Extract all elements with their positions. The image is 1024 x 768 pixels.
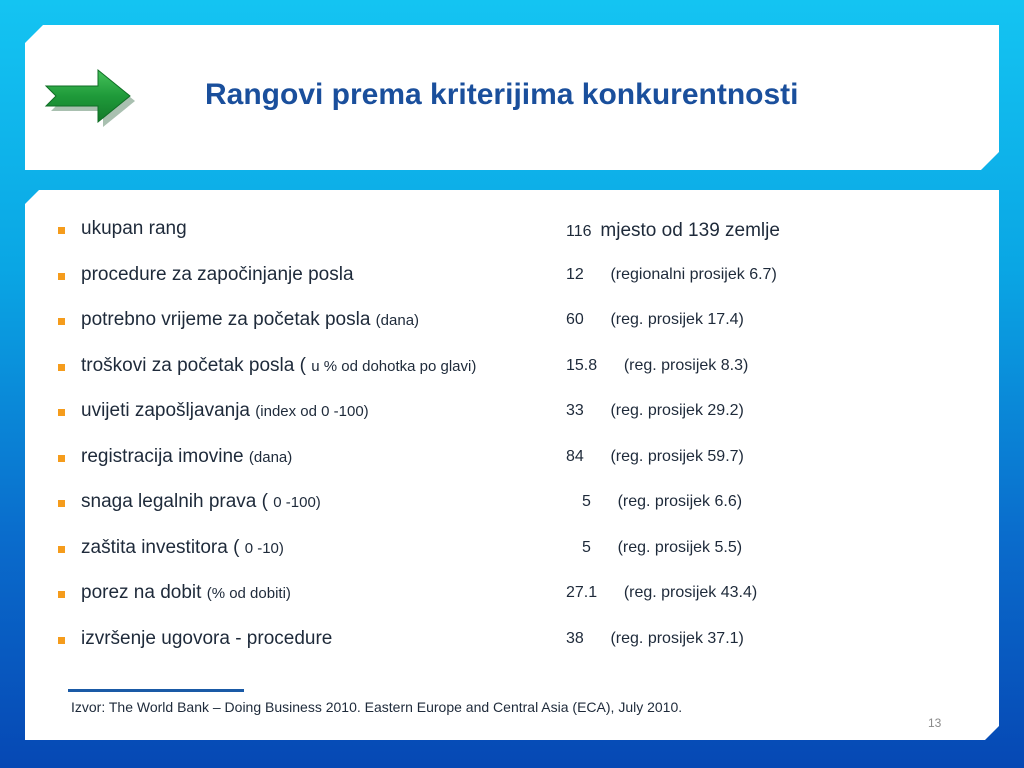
bullet-icon bbox=[58, 455, 65, 462]
row-rank: 116 bbox=[566, 223, 592, 240]
list-item bbox=[0, 400, 1024, 430]
row-rank: 12 bbox=[566, 265, 584, 283]
row-label bbox=[81, 537, 284, 559]
row-value bbox=[566, 220, 780, 242]
row-label-main: registracija imovine bbox=[81, 445, 244, 467]
list-item bbox=[0, 218, 1024, 248]
row-label-unit: (dana) bbox=[375, 312, 420, 329]
bullet-icon bbox=[58, 364, 65, 371]
row-rank: 15.8 bbox=[566, 356, 598, 374]
row-regional-note: (reg. prosijek 17.4) bbox=[610, 311, 744, 328]
row-label bbox=[81, 218, 187, 240]
bullet-icon bbox=[58, 318, 65, 325]
row-label-main: zaštita investitora ( bbox=[81, 536, 240, 558]
row-label bbox=[81, 355, 476, 377]
row-value bbox=[566, 357, 748, 375]
row-label bbox=[81, 446, 292, 468]
row-rank: 38 bbox=[566, 629, 584, 647]
row-label bbox=[81, 491, 321, 513]
row-label-unit: u % od dohotka po glavi) bbox=[311, 357, 477, 375]
page-number: 13 bbox=[928, 716, 942, 730]
row-value bbox=[582, 539, 742, 557]
row-rank: 33 bbox=[566, 402, 584, 419]
right-arrow-icon bbox=[44, 68, 136, 128]
bullet-icon bbox=[58, 546, 65, 553]
list-item bbox=[0, 355, 1024, 385]
row-label-main: ukupan rang bbox=[81, 218, 187, 239]
row-regional-note: (reg. prosijek 8.3) bbox=[623, 356, 749, 374]
row-value bbox=[566, 311, 744, 329]
list-item bbox=[0, 582, 1024, 612]
source-divider bbox=[68, 689, 244, 692]
row-value bbox=[566, 266, 777, 284]
row-label-main: potrebno vrijeme za početak posla bbox=[81, 309, 371, 330]
row-label-main: porez na dobit bbox=[81, 582, 202, 603]
list-item bbox=[0, 491, 1024, 521]
row-regional-note: (reg. prosijek 37.1) bbox=[610, 629, 744, 647]
row-rank: 60 bbox=[566, 311, 584, 328]
row-label-unit: (index od 0 -100) bbox=[255, 403, 369, 420]
row-value bbox=[582, 493, 742, 511]
row-label-main: uvijeti zapošljavanja bbox=[81, 400, 250, 421]
row-value bbox=[566, 448, 744, 466]
row-regional-note: mjesto od 139 zemlje bbox=[600, 220, 780, 241]
row-rank: 5 bbox=[582, 493, 591, 510]
row-label bbox=[81, 264, 354, 286]
row-label-unit: (% od dobiti) bbox=[206, 585, 291, 602]
list-item bbox=[0, 537, 1024, 567]
row-regional-note: (regionalni prosijek 6.7) bbox=[610, 265, 777, 283]
list-item bbox=[0, 628, 1024, 658]
row-rank: 84 bbox=[566, 447, 584, 465]
bullet-icon bbox=[58, 227, 65, 234]
row-regional-note: (reg. prosijek 6.6) bbox=[617, 493, 743, 510]
row-label bbox=[81, 628, 332, 650]
row-label-main: snaga legalnih prava ( bbox=[81, 491, 268, 512]
row-value bbox=[566, 584, 757, 602]
page-title: Rangovi prema kriterijima konkurentnosti bbox=[205, 78, 799, 111]
row-label bbox=[81, 309, 419, 331]
row-label bbox=[81, 582, 291, 604]
row-label-unit: 0 -100) bbox=[273, 494, 321, 511]
row-label-main: troškovi za početak posla ( bbox=[81, 354, 306, 376]
bullet-icon bbox=[58, 273, 65, 280]
bullet-icon bbox=[58, 500, 65, 507]
row-value bbox=[566, 630, 744, 648]
row-label-unit: (dana) bbox=[248, 448, 293, 466]
list-item bbox=[0, 309, 1024, 339]
source-citation: Izvor: The World Bank – Doing Business 2010. Eastern Europe and Central Asia (ECA), July 2010. bbox=[71, 699, 683, 715]
bullet-icon bbox=[58, 409, 65, 416]
list-item bbox=[0, 446, 1024, 476]
row-regional-note: (reg. prosijek 43.4) bbox=[623, 584, 758, 601]
bullet-icon bbox=[58, 637, 65, 644]
row-regional-note: (reg. prosijek 59.7) bbox=[610, 447, 744, 465]
row-label-unit: 0 -10) bbox=[244, 539, 284, 557]
list-item bbox=[0, 264, 1024, 294]
row-label-main: izvršenje ugovora - procedure bbox=[81, 627, 333, 649]
row-label bbox=[81, 400, 369, 422]
row-rank: 5 bbox=[582, 538, 591, 556]
row-value bbox=[566, 402, 744, 420]
bullet-icon bbox=[58, 591, 65, 598]
row-regional-note: (reg. prosijek 29.2) bbox=[610, 402, 744, 419]
row-label-main: procedure za započinjanje posla bbox=[81, 263, 354, 285]
row-rank: 27.1 bbox=[566, 584, 598, 601]
row-regional-note: (reg. prosijek 5.5) bbox=[617, 538, 743, 556]
